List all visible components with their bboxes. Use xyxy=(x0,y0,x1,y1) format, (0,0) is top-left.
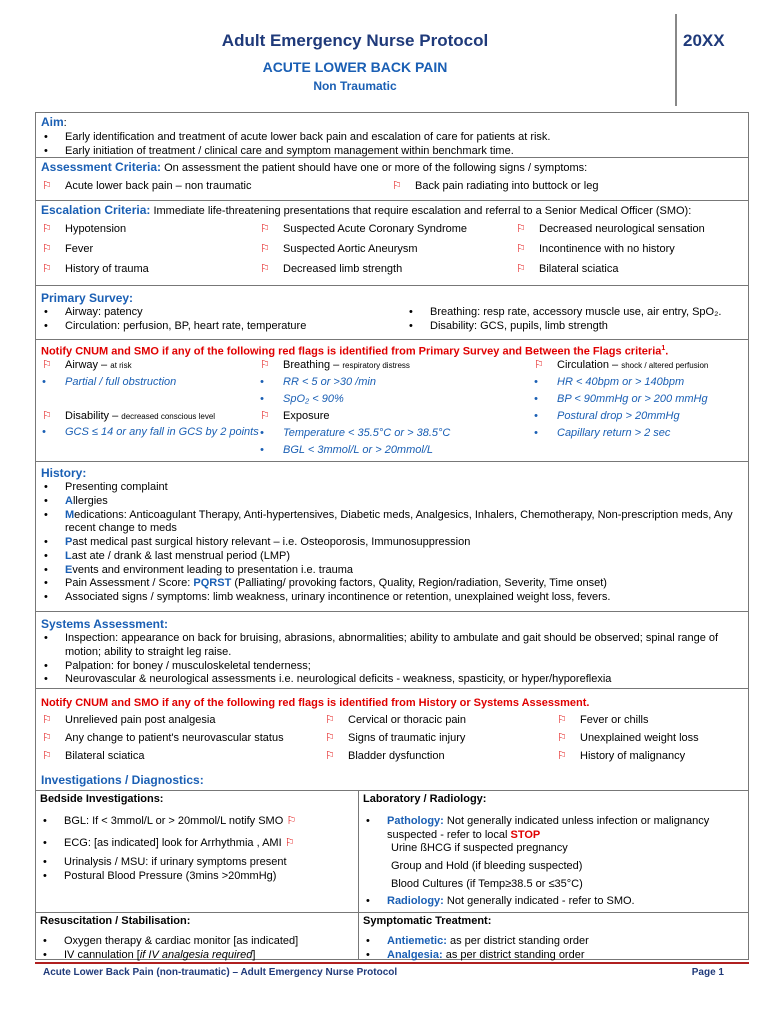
escalation-item: Incontinence with no history xyxy=(539,242,675,255)
airway-note: at risk xyxy=(110,361,132,371)
history-item: • Allergies xyxy=(41,495,743,509)
assessment-item: Acute lower back pain – non traumatic xyxy=(65,179,252,192)
escalation-item: Bilateral sciatica xyxy=(539,262,619,275)
red-flag-icon: ⚐ xyxy=(42,359,52,372)
bedside-item: • Postural Blood Pressure (3mins >20mmHg) xyxy=(40,870,354,884)
primary-survey-title: Primary Survey: xyxy=(41,291,134,305)
escalation-section xyxy=(36,201,748,286)
red-flag-item: Unexplained weight loss xyxy=(580,731,699,744)
footer-title: Acute Lower Back Pain (non-traumatic) – Adult Emergency Nurse Protocol xyxy=(43,967,398,978)
page-subtitle: ACUTE LOWER BACK PAIN xyxy=(262,59,448,75)
history-item: • Medications: Anticoagulant Therapy, Anti-hypertensives, Diabetic meds, Analgesics, Inhalers, Chemotherapy, Non-prescription meds, Any recent change to meds xyxy=(41,509,743,537)
primary-item: • Airway: patency xyxy=(41,306,406,320)
lab-heading: Laboratory / Radiology: xyxy=(363,793,487,805)
resus-heading: Resuscitation / Stabilisation: xyxy=(40,915,191,927)
red-flags-primary-title: Notify CNUM and SMO if any of the following red flags is identified from Primary Survey and Between the Flags criteria xyxy=(41,345,662,358)
aim-item: • Early initiation of treatment / clinical care and symptom management within benchmark time. xyxy=(41,145,743,159)
investigations-title: Investigations / Diagnostics: xyxy=(41,773,204,787)
red-flags-primary-section: Notify CNUM and SMO if any of the following red flags is identified from Primary Survey and Between the Flags criteria$^1$. ⚐ Airway – at risk • Partial / full obstruction ⚐ Disability – decreased conscious level • GCS ≤ 14 or any fall in GCS by 2 points ⚐ Breathing – respiratory distress • RR < 5 or >30 /min • SpO₂ < 90% ⚐ Exposure • Temperature < 35.5°C or > 38.5°C • BGL < 3mmol/L or > 20mmol/L ⚐ Circulation – shock / altered perfusion • HR < 40bpm or > 140bpm • BP < 90mmHg or > 200 mmHg • Postural drop > 20mmHg • Capillary return > 2 sec xyxy=(36,340,748,462)
red-flags-history-title: Notify CNUM and SMO if any of the following red flags is identified from History or Systems Assessment. xyxy=(41,697,590,709)
resus-cell xyxy=(36,913,359,959)
aim-item: • Early identification and treatment of acute lower back pain and escalation of care for patients at risk. xyxy=(41,131,743,145)
escalation-item: Fever xyxy=(65,242,94,255)
red-flag-icon: ⚐ xyxy=(557,731,567,744)
breathing-note: respiratory distress xyxy=(342,361,410,371)
page-header xyxy=(35,14,749,106)
breathing-label: Breathing – xyxy=(283,359,340,372)
page-title: Adult Emergency Nurse Protocol xyxy=(221,31,489,50)
investigations-section xyxy=(36,771,748,959)
red-flag-icon: ⚐ xyxy=(516,262,526,275)
escalation-intro: Immediate life-threatening presentations that require escalation and referral to a Senior Medical Officer (SMO): xyxy=(153,205,692,217)
systems-section xyxy=(36,612,748,689)
history-item: • Events and environment leading to presentation i.e. trauma xyxy=(41,564,743,578)
red-flag-icon: ⚐ xyxy=(42,410,52,423)
stop-label: STOP xyxy=(510,828,541,841)
bedside-item: • Urinalysis / MSU: if urinary symptoms present xyxy=(40,856,354,870)
red-flag-icon: ⚐ xyxy=(42,262,52,275)
red-flag-icon: ⚐ xyxy=(325,749,335,762)
history-item: • Associated signs / symptoms: limb weakness, urinary incontinence or retention, unexplained weight loss, fevers. xyxy=(41,591,743,605)
red-flag-item: Bladder dysfunction xyxy=(348,749,445,762)
red-flag-icon: ⚐ xyxy=(325,731,335,744)
red-flag-icon: ⚐ xyxy=(516,242,526,255)
footnote-marker: 1 xyxy=(661,345,666,352)
airway-criterion: Partial / full obstruction xyxy=(65,376,177,389)
escalation-item: Suspected Acute Coronary Syndrome xyxy=(283,222,468,235)
page-number: Page 1 xyxy=(691,967,724,978)
page-subtitle-2: Non Traumatic xyxy=(313,79,397,93)
systems-title: Systems Assessment: xyxy=(41,617,168,631)
red-flag-icon: ⚐ xyxy=(260,242,270,255)
red-flag-icon: ⚐ xyxy=(42,713,52,726)
history-item: • Pain Assessment / Score: PQRST (Palliating/ provoking factors, Quality, Region/radiation, Severity, Time onset) xyxy=(41,577,743,591)
assessment-intro: On assessment the patient should have one or more of the following signs / symptoms: xyxy=(164,162,588,174)
disability-criterion: GCS ≤ 14 or any fall in GCS by 2 points xyxy=(65,426,259,439)
lab-line: Group and Hold (if bleeding suspected) xyxy=(391,860,583,872)
escalation-item: Decreased neurological sensation xyxy=(539,222,705,235)
red-flag-icon: ⚐ xyxy=(557,713,567,726)
symptomatic-item: • Analgesia: as per district standing order xyxy=(363,949,744,963)
lab-item: • Radiology: Not generally indicated - refer to SMO. xyxy=(363,895,744,909)
pqrst-keyword: PQRST xyxy=(193,577,232,590)
red-flag-icon: ⚐ xyxy=(260,222,270,235)
red-flag-icon: ⚐ xyxy=(284,836,295,849)
circulation-criterion: BP < 90mmHg or > 200 mmHg xyxy=(557,393,708,406)
red-flag-icon: ⚐ xyxy=(42,242,52,255)
symptomatic-heading: Symptomatic Treatment: xyxy=(363,915,492,927)
primary-item: • Breathing: resp rate, accessory muscle use, air entry, SpO₂. xyxy=(406,306,743,320)
red-flag-icon: ⚐ xyxy=(42,222,52,235)
bedside-item: • BGL: If < 3mmol/L or > 20mmol/L notify SMO ⚐ xyxy=(40,815,354,829)
assessment-item: Back pain radiating into buttock or leg xyxy=(415,179,599,192)
aim-title: Aim xyxy=(41,115,64,129)
header-year: 20XX xyxy=(683,31,725,50)
lab-cell xyxy=(359,791,748,913)
red-flag-item: Signs of traumatic injury xyxy=(348,731,466,744)
resus-item: • Oxygen therapy & cardiac monitor [as indicated] xyxy=(40,935,354,949)
symptomatic-item: • Antiemetic: as per district standing order xyxy=(363,935,744,949)
history-item: • Past medical past surgical history relevant – i.e. Osteoporosis, Immunosuppression xyxy=(41,536,743,550)
red-flag-item: History of malignancy xyxy=(580,749,686,762)
escalation-item: Decreased limb strength xyxy=(283,262,403,275)
escalation-item: Suspected Aortic Aneurysm xyxy=(283,242,418,255)
lab-line: Blood Cultures (if Temp≥38.5 or ≤35°C) xyxy=(391,877,583,890)
bedside-item: • ECG: [as indicated] look for Arrhythmia , AMI ⚐ xyxy=(40,837,354,851)
exposure-label: Exposure xyxy=(283,410,330,423)
systems-item: • Inspection: appearance on back for bruising, abrasions, abnormalities; ability to ambulate and gait should be observed; spinal range of motion; ability to straight leg raise. xyxy=(41,632,743,660)
disability-label: Disability – xyxy=(65,410,119,423)
circulation-criterion: Capillary return > 2 sec xyxy=(557,427,671,440)
protocol-body xyxy=(35,112,749,960)
red-flag-icon: ⚐ xyxy=(42,731,52,744)
escalation-item: Hypotension xyxy=(65,222,127,235)
red-flag-icon: ⚐ xyxy=(392,179,402,192)
investigations-table xyxy=(36,790,748,959)
lab-line: Urine ßHCG if suspected pregnancy xyxy=(391,842,568,855)
exposure-criterion: Temperature < 35.5°C or > 38.5°C xyxy=(283,427,451,440)
assessment-title: Assessment Criteria: xyxy=(41,160,162,174)
red-flag-icon: ⚐ xyxy=(260,262,270,275)
history-item: • Presenting complaint xyxy=(41,481,743,495)
red-flags-history-section xyxy=(36,689,748,771)
primary-item: • Circulation: perfusion, BP, heart rate, temperature xyxy=(41,320,406,334)
assessment-section xyxy=(36,158,748,201)
circulation-note: shock / altered perfusion xyxy=(621,361,709,371)
resus-item: • IV cannulation [if IV analgesia required] xyxy=(40,949,354,963)
primary-survey-section xyxy=(36,286,748,340)
red-flag-icon: ⚐ xyxy=(260,410,270,423)
history-item: • Last ate / drank & last menstrual period (LMP) xyxy=(41,550,743,564)
circulation-label: Circulation – xyxy=(557,359,619,372)
bedside-cell xyxy=(36,791,359,913)
bedside-heading: Bedside Investigations: xyxy=(40,793,164,805)
breathing-criterion: RR < 5 or >30 /min xyxy=(283,376,376,389)
escalation-item: History of trauma xyxy=(65,262,149,275)
red-flag-icon: ⚐ xyxy=(534,359,544,372)
lab-item: • Pathology: Not generally indicated unless infection or malignancy suspected - refer to local STOP xyxy=(363,815,744,843)
red-flag-item: Fever or chills xyxy=(580,713,649,726)
page-footer xyxy=(35,962,749,982)
airway-label: Airway – xyxy=(65,359,108,372)
systems-item: • Palpation: for boney / musculoskeletal tenderness; xyxy=(41,660,743,674)
red-flag-icon: ⚐ xyxy=(42,179,52,192)
aim-section: Aim: • Early identification and treatment of acute lower back pain and escalation of care for patients at risk. • Early initiation of treatment / clinical care and symptom management within benchmark time. xyxy=(36,113,748,158)
red-flag-icon: ⚐ xyxy=(516,222,526,235)
systems-item: • Neurovascular & neurological assessments i.e. neurological deficits - weakness, spasticity, or hyper/hyporeflexia xyxy=(41,673,743,687)
red-flag-icon: ⚐ xyxy=(325,713,335,726)
red-flag-item: Cervical or thoracic pain xyxy=(348,713,466,726)
header-divider xyxy=(675,14,677,106)
red-flag-item: Any change to patient's neurovascular status xyxy=(65,731,284,744)
red-flag-icon: ⚐ xyxy=(286,814,297,827)
red-flag-icon: ⚐ xyxy=(557,749,567,762)
red-flag-icon: ⚐ xyxy=(42,749,52,762)
circulation-criterion: HR < 40bpm or > 140bpm xyxy=(557,376,685,389)
disability-note: decreased conscious level xyxy=(121,412,216,422)
circulation-criterion: Postural drop > 20mmHg xyxy=(557,410,680,423)
escalation-title: Escalation Criteria: xyxy=(41,203,151,217)
history-title: History: xyxy=(41,466,87,480)
primary-item: • Disability: GCS, pupils, limb strength xyxy=(406,320,743,334)
exposure-criterion: BGL < 3mmol/L or > 20mmol/L xyxy=(283,444,433,457)
symptomatic-cell xyxy=(359,913,748,959)
red-flag-item: Bilateral sciatica xyxy=(65,749,145,762)
red-flag-item: Unrelieved pain post analgesia xyxy=(65,713,216,726)
breathing-criterion: SpO₂ < 90% xyxy=(283,393,344,406)
red-flag-icon: ⚐ xyxy=(260,359,270,372)
history-section xyxy=(36,462,748,612)
